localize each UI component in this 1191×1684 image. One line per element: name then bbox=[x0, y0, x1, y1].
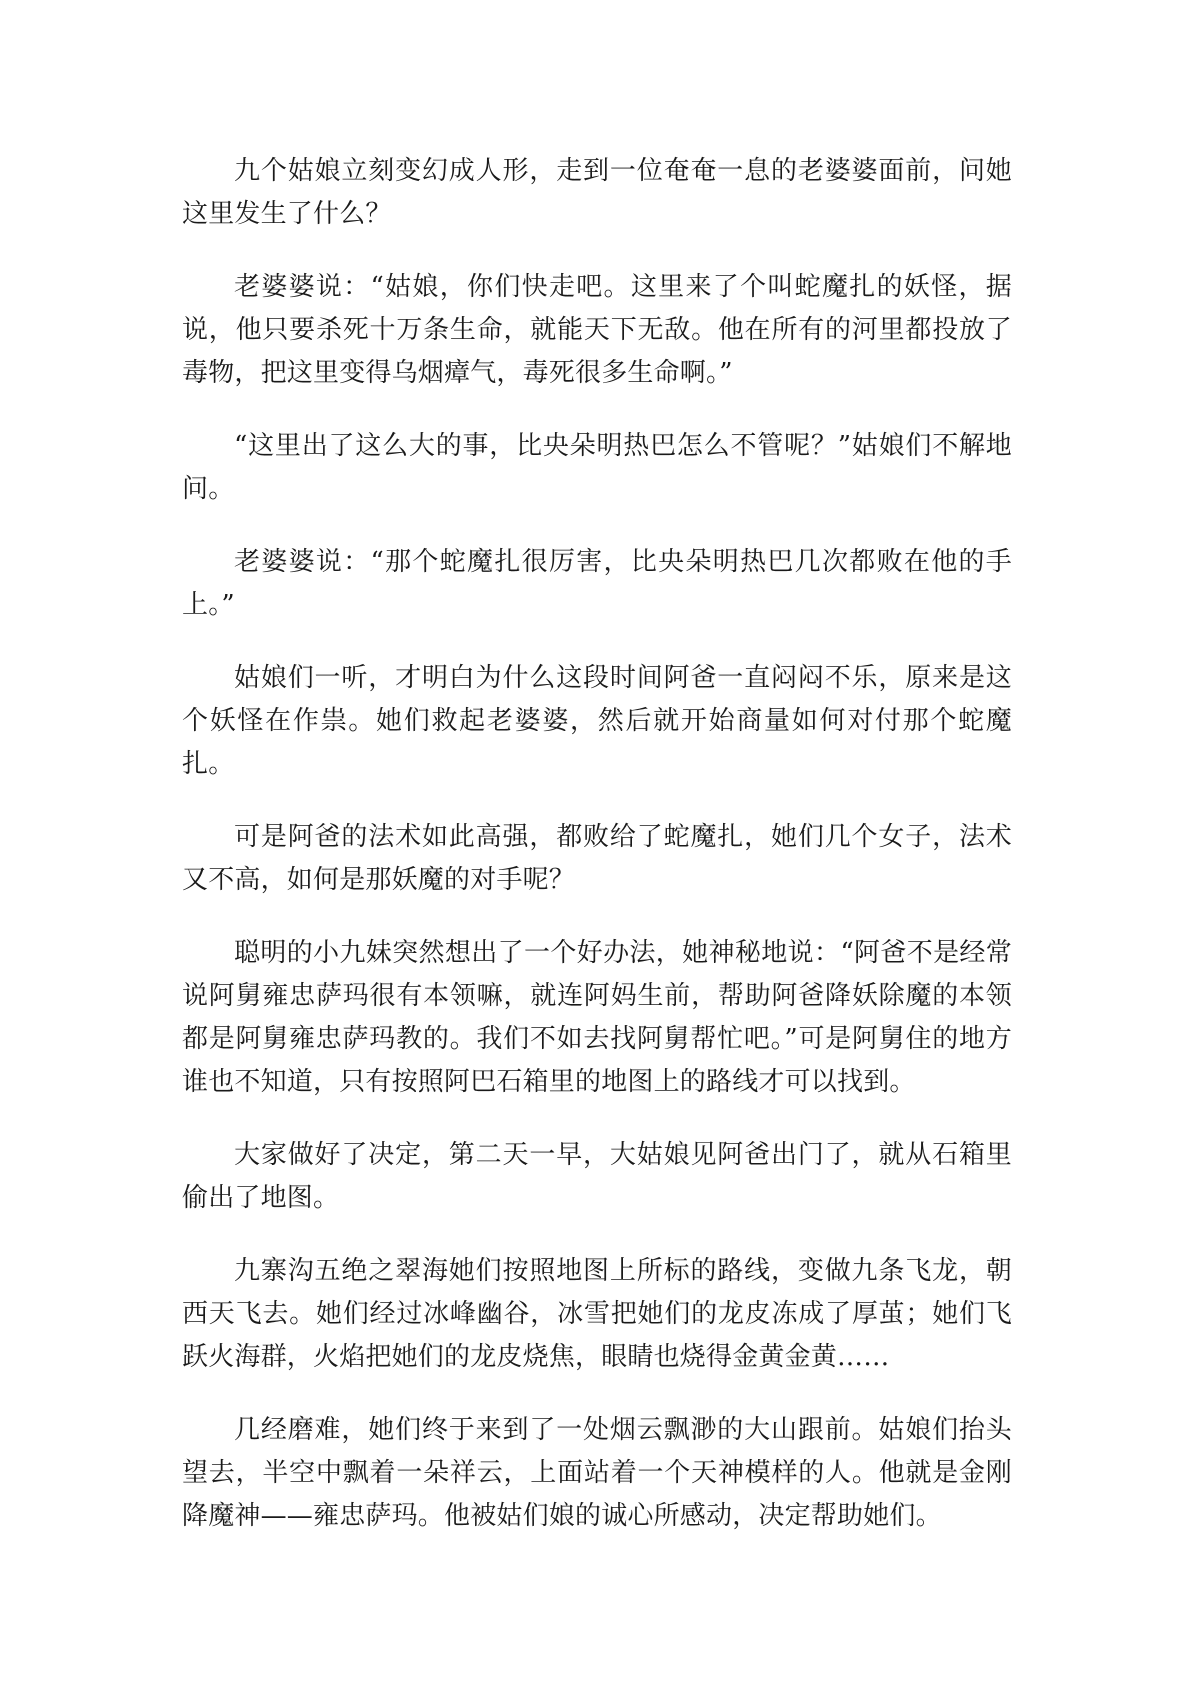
paragraph-2: 老婆婆说：“姑娘，你们快走吧。这里来了个叫蛇魔扎的妖怪，据说，他只要杀死十万条生命，就能天下无敌。他在所有的河里都投放了毒物，把这里变得乌烟瘴气，毒死很多生命啊。” bbox=[182, 272, 1012, 388]
paragraph-4: 老婆婆说：“那个蛇魔扎很厉害，比央朵明热巴几次都败在他的手上。” bbox=[182, 547, 1012, 620]
paragraph-9: 九寨沟五绝之翠海她们按照地图上所标的路线，变做九条飞龙，朝西天飞去。她们经过冰峰幽谷，冰雪把她们的龙皮冻成了厚茧；她们飞跃火海群，火焰把她们的龙皮烧焦，眼睛也烧得金黄金黄…… bbox=[182, 1256, 1012, 1372]
paragraph-10: 几经磨难，她们终于来到了一处烟云飘渺的大山跟前。姑娘们抬头望去，半空中飘着一朵祥云，上面站着一个天神模样的人。他就是金刚降魔神——雍忠萨玛。他被姑们娘的诚心所感动，决定帮助她们。 bbox=[182, 1415, 1012, 1531]
paragraph-3: “这里出了这么大的事，比央朵明热巴怎么不管呢？”姑娘们不解地问。 bbox=[182, 431, 1012, 504]
paragraph-5: 姑娘们一听，才明白为什么这段时间阿爸一直闷闷不乐，原来是这个妖怪在作祟。她们救起老婆婆，然后就开始商量如何对付那个蛇魔扎。 bbox=[182, 663, 1012, 779]
paragraph-1: 九个姑娘立刻变幻成人形，走到一位奄奄一息的老婆婆面前，问她这里发生了什么？ bbox=[182, 156, 1012, 229]
document-body bbox=[182, 150, 1012, 1568]
paragraph-8: 大家做好了决定，第二天一早，大姑娘见阿爸出门了，就从石箱里偷出了地图。 bbox=[182, 1140, 1012, 1213]
paragraph-6: 可是阿爸的法术如此高强，都败给了蛇魔扎，她们几个女子，法术又不高，如何是那妖魔的对手呢？ bbox=[182, 822, 1012, 895]
paragraph-7: 聪明的小九妹突然想出了一个好办法，她神秘地说：“阿爸不是经常说阿舅雍忠萨玛很有本领嘛，就连阿妈生前，帮助阿爸降妖除魔的本领都是阿舅雍忠萨玛教的。我们不如去找阿舅帮忙吧。”可是阿舅住的地方谁也不知道，只有按照阿巴石箱里的地图上的路线才可以找到。 bbox=[182, 938, 1012, 1097]
